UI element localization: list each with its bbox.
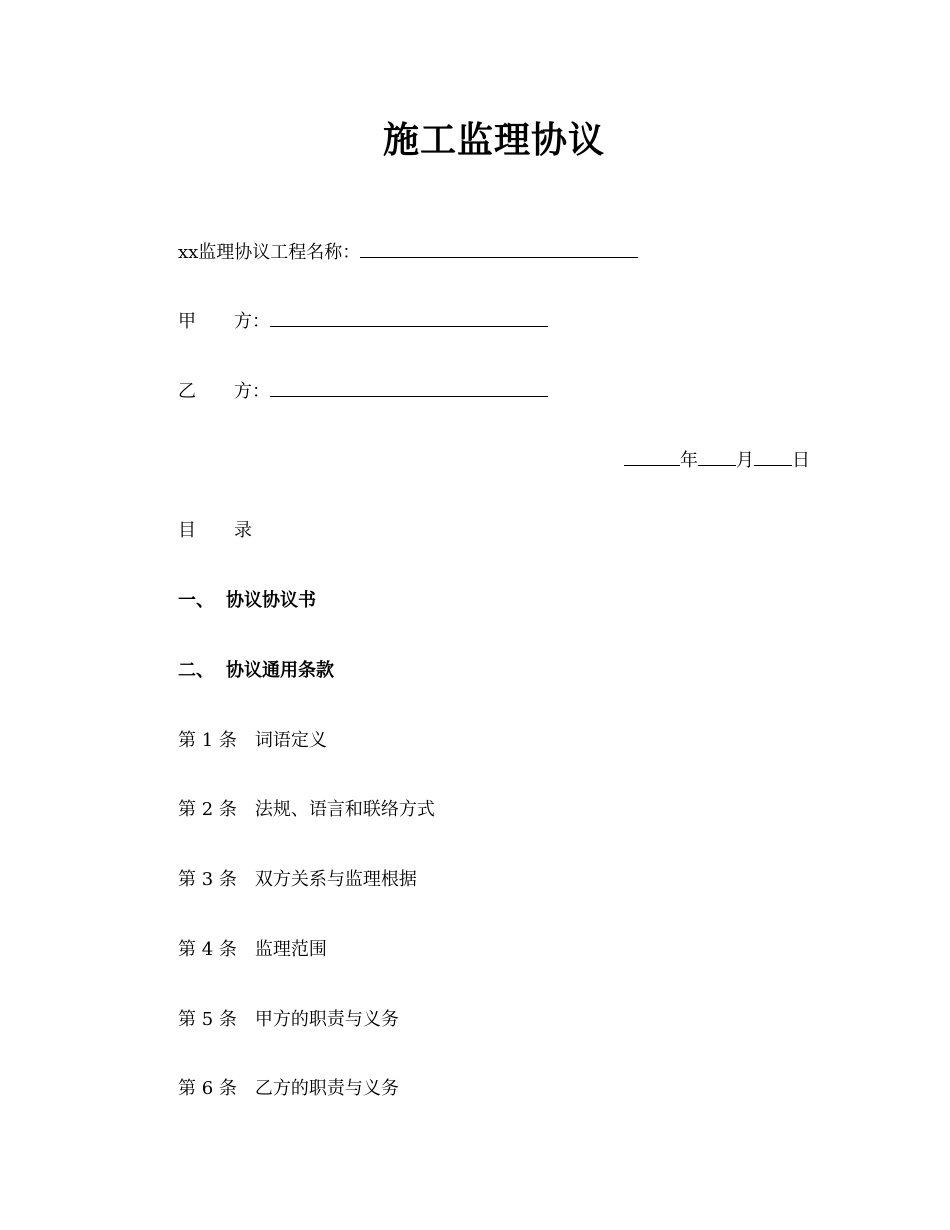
party-a-label: 甲 [178,311,196,332]
project-name-label: xx监理协议工程名称： [178,242,361,263]
toc-section [178,659,334,683]
date-line [624,449,810,473]
toc-article [178,868,417,892]
section-title: 协议协议书 [226,590,316,611]
project-name-line [178,241,638,265]
month-blank [698,449,736,466]
article-number: 第 4 条 [178,939,237,960]
article-title: 法规、语言和联络方式 [254,799,435,820]
section-title: 协议通用条款 [226,660,334,681]
day-blank [754,449,792,466]
article-title: 甲方的职责与义务 [254,1009,399,1030]
toc-article [178,798,435,822]
toc-article [178,1008,399,1032]
party-b-label: 乙 [178,381,196,402]
toc-heading [178,519,252,543]
toc-article [178,938,327,962]
article-title: 监理范围 [254,939,327,960]
toc-heading-b: 录 [234,520,252,541]
article-number: 第 3 条 [178,869,237,890]
article-title: 乙方的职责与义务 [254,1078,399,1099]
toc-article [178,1077,399,1101]
article-number: 第 1 条 [178,730,237,751]
article-number: 第 5 条 [178,1009,237,1030]
party-b-suffix: 方： [234,381,270,402]
toc-heading-a: 目 [178,520,196,541]
day-label: 日 [792,450,810,471]
toc-article [178,729,327,753]
party-a-line [178,310,548,334]
section-number: 一、 [178,590,214,611]
document-title: 施工监理协议 [382,119,605,161]
party-b-line [178,380,548,404]
party-b-blank [270,380,548,397]
article-title: 词语定义 [254,730,327,751]
month-label: 月 [736,450,754,471]
party-a-blank [270,310,548,327]
toc-section [178,589,316,613]
article-title: 双方关系与监理根据 [254,869,417,890]
party-a-suffix: 方： [234,311,270,332]
project-name-blank [360,241,638,258]
year-blank [624,449,680,466]
year-label: 年 [680,450,698,471]
section-number: 二、 [178,660,214,681]
article-number: 第 2 条 [178,799,237,820]
article-number: 第 6 条 [178,1078,237,1099]
